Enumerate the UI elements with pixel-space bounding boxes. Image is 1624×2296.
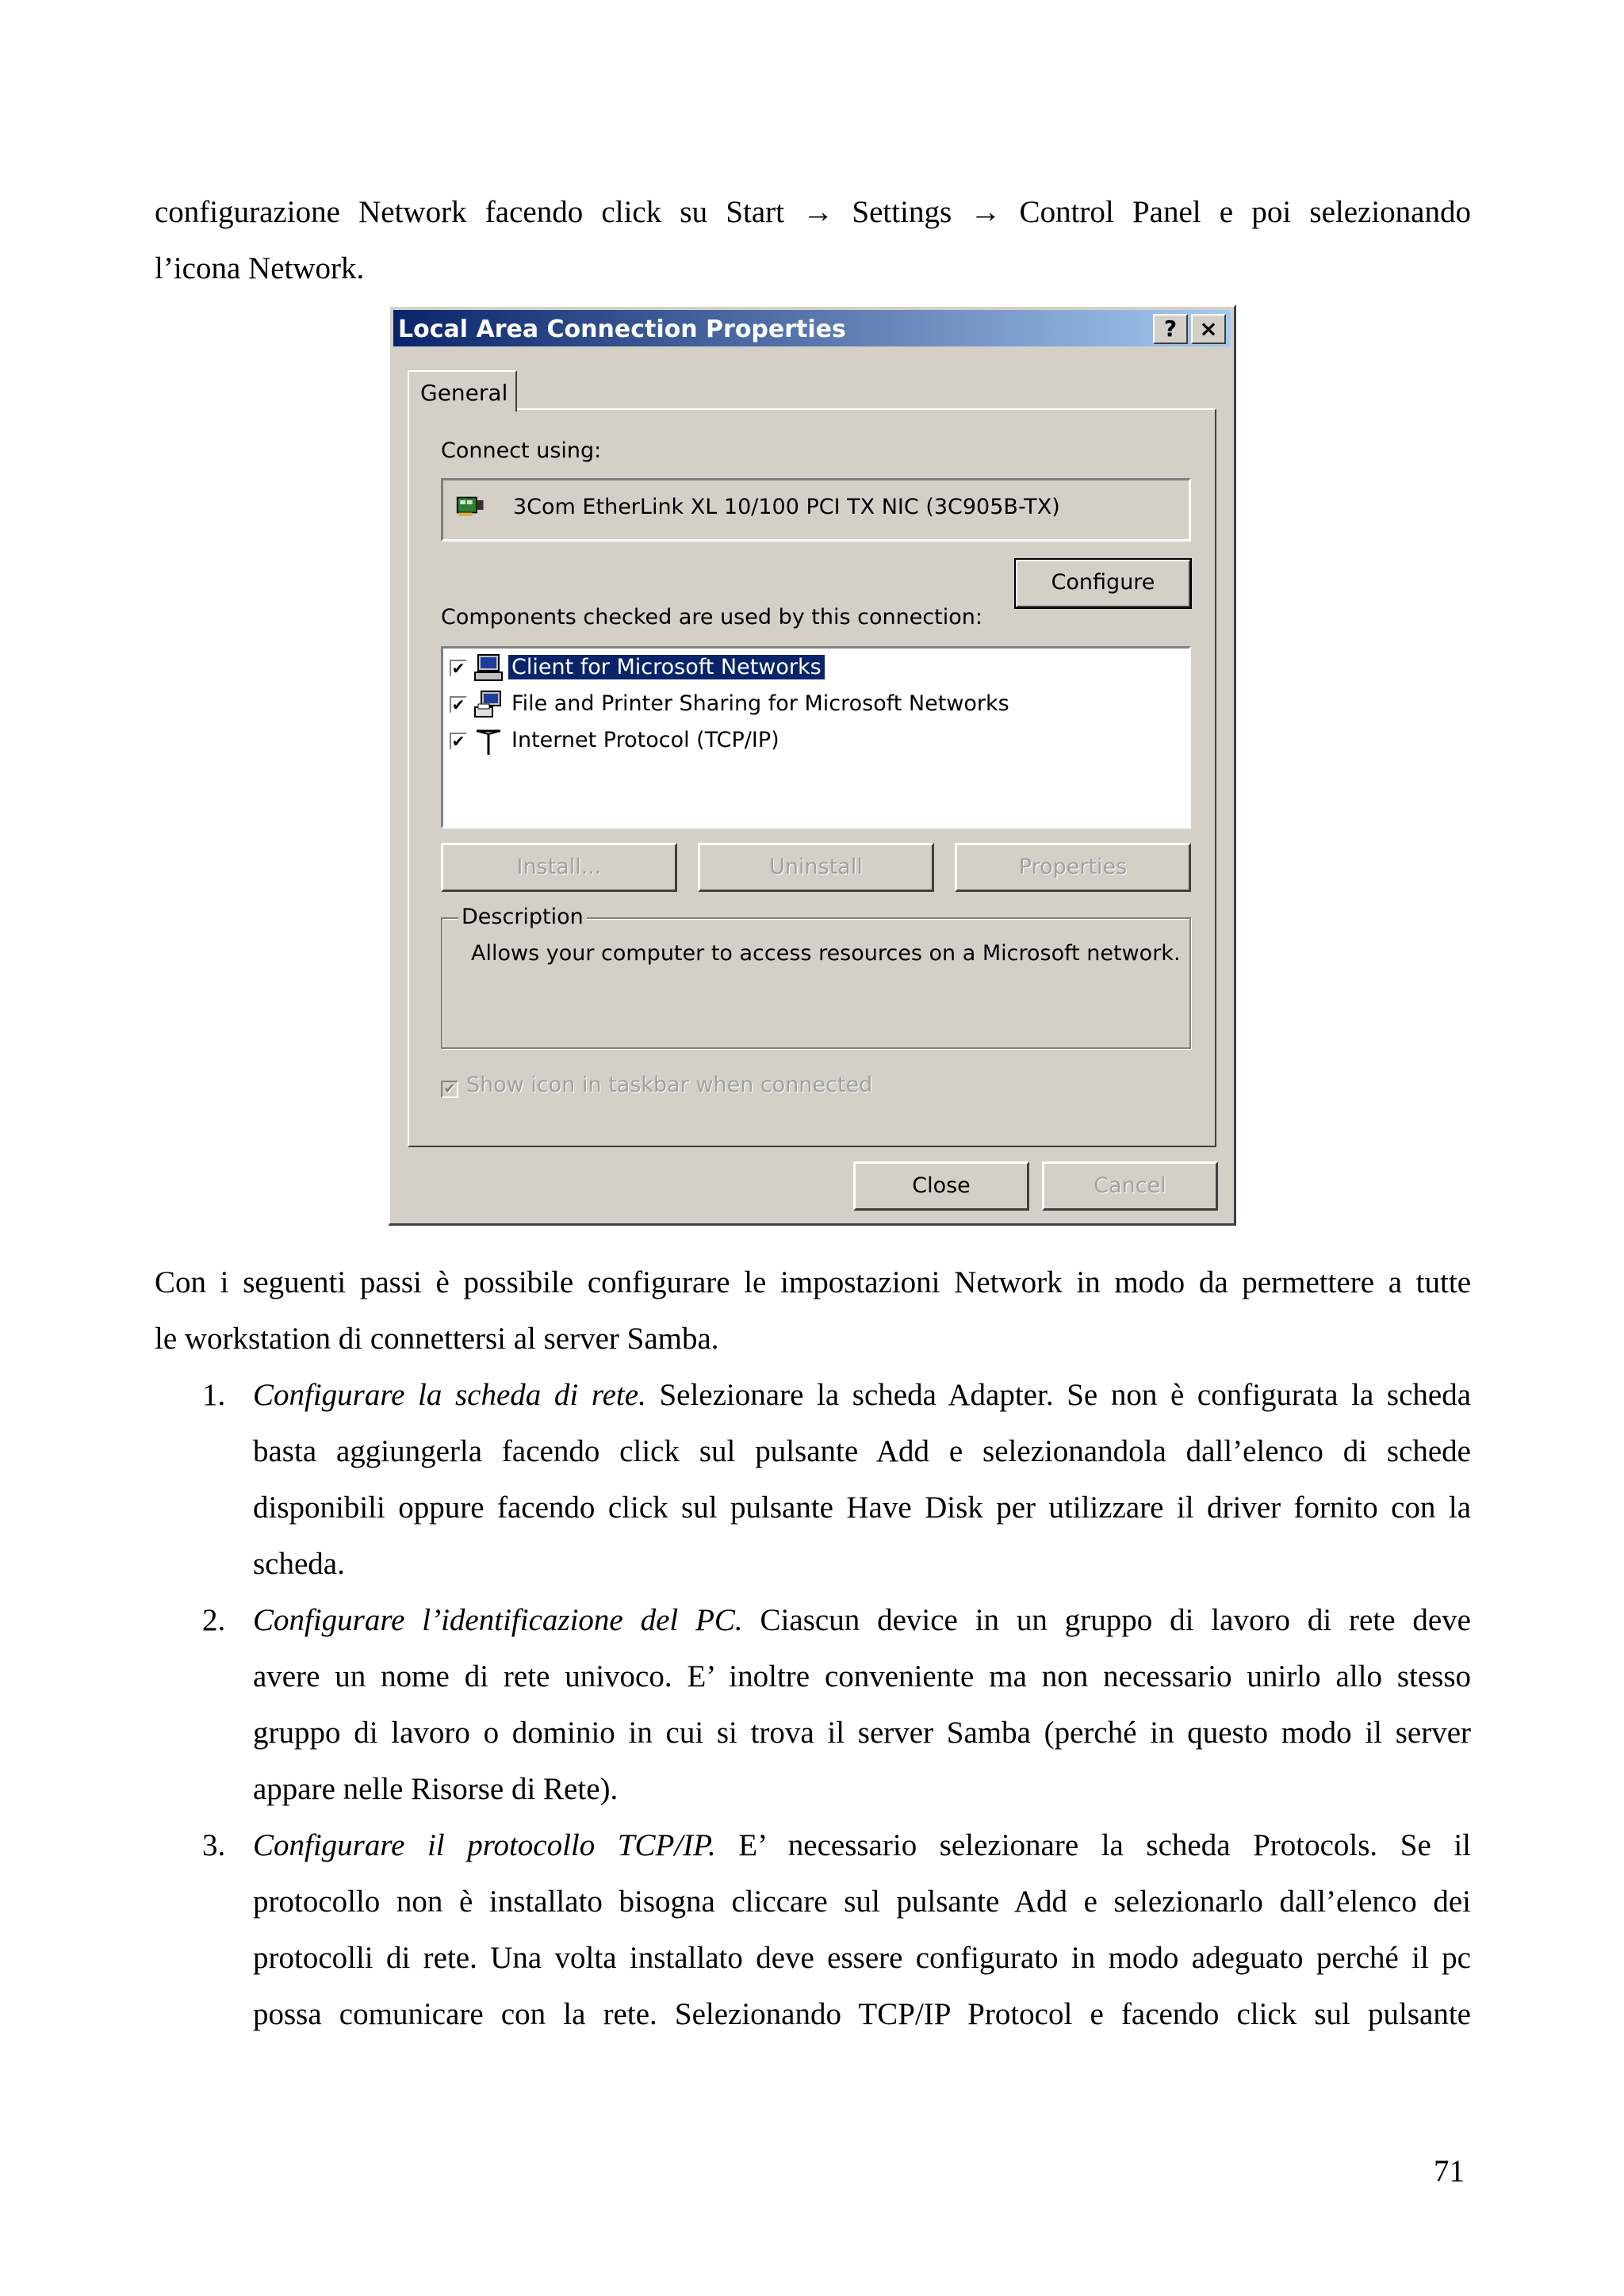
show-icon-checkbox[interactable] — [441, 1073, 872, 1098]
step-line — [253, 1817, 1471, 1873]
step-item — [155, 1367, 1471, 1592]
step-number: 1. — [202, 1378, 226, 1412]
step-line: gruppo di lavoro o dominio in cui si trova il server Samba (perché in questo modo il server — [253, 1716, 1471, 1750]
close-dialog-button[interactable] — [853, 1161, 1029, 1211]
description-text: Allows your computer to access resources on a Microsoft network. — [471, 941, 1181, 966]
component-checkbox[interactable]: ✔ — [450, 696, 467, 714]
configure-button-label: Configure — [1051, 570, 1155, 595]
component-label: Client for Microsoft Networks — [508, 655, 825, 679]
cancel-button[interactable] — [1042, 1161, 1218, 1211]
step-item — [155, 1817, 1471, 2042]
body-paragraph — [155, 1254, 1471, 1367]
step-title: Configurare il protocollo TCP/IP. — [253, 1828, 716, 1862]
close-dialog-button-label: Close — [912, 1173, 971, 1198]
protocol-icon — [473, 726, 504, 756]
components-list[interactable] — [441, 646, 1191, 828]
step-number: 3. — [202, 1828, 226, 1862]
step-line: protocollo non è installato bisogna cliccare sul pulsante Add e selezionarlo dall’elenco dei — [253, 1885, 1471, 1919]
step-text: Ciascun device in un gruppo di lavoro di rete deve — [742, 1603, 1471, 1637]
close-icon[interactable]: × — [1191, 314, 1226, 344]
intro-line-2: l’icona Network. — [155, 251, 365, 285]
install-button[interactable] — [441, 843, 677, 892]
step-line — [253, 1367, 1471, 1423]
step-item — [155, 1592, 1471, 1817]
step-line: appare nelle Risorse di Rete). — [253, 1772, 619, 1806]
components-label: Components checked are used by this connection: — [441, 605, 982, 629]
configure-button[interactable] — [1015, 559, 1191, 608]
step-line: protocolli di rete. Una volta installato deve essere configurato in modo adeguato perché il pc — [253, 1941, 1471, 1975]
steps-list — [155, 1367, 1471, 2042]
adapter-field — [441, 478, 1191, 541]
step-line: possa comunicare con la rete. Selezionando TCP/IP Protocol e facendo click sul pulsante — [253, 1997, 1471, 2031]
step-text: E’ necessario selezionare la scheda Protocols. Se il — [715, 1828, 1471, 1862]
step-line: disponibili oppure facendo click sul pulsante Have Disk per utilizzare il driver fornito con la — [253, 1490, 1471, 1525]
component-checkbox[interactable]: ✔ — [450, 660, 467, 677]
properties-button-label: Properties — [1018, 855, 1128, 879]
file-printer-sharing-icon — [473, 690, 504, 720]
step-title: Configurare la scheda di rete. — [253, 1378, 646, 1412]
help-button[interactable]: ? — [1153, 314, 1188, 344]
step-number: 2. — [202, 1603, 226, 1637]
general-tab-panel — [408, 408, 1216, 1147]
description-title: Description — [458, 905, 587, 929]
network-adapter-icon — [456, 490, 486, 520]
intro-paragraph — [155, 184, 1471, 297]
intro-line-1: configurazione Network facendo click su Start → Settings → Control Panel e poi selezionando — [155, 195, 1471, 229]
uninstall-button[interactable] — [698, 843, 934, 892]
local-area-connection-dialog — [388, 304, 1236, 1226]
component-label: File and Printer Sharing for Microsoft Networks — [511, 691, 1009, 716]
dialog-titlebar[interactable] — [393, 310, 1231, 346]
description-group — [441, 905, 1191, 1049]
component-label: Internet Protocol (TCP/IP) — [511, 728, 779, 752]
page-number: 71 — [1434, 2154, 1465, 2188]
uninstall-button-label: Uninstall — [769, 855, 863, 879]
step-line: scheda. — [253, 1547, 345, 1581]
properties-button[interactable] — [955, 843, 1191, 892]
step-title: Configurare l’identificazione del PC. — [253, 1603, 743, 1637]
show-icon-checkbox-box[interactable]: ✔ — [441, 1081, 458, 1098]
component-checkbox[interactable]: ✔ — [450, 733, 467, 750]
para2-line-2: le workstation di connettersi al server Samba. — [155, 1322, 719, 1356]
network-client-icon — [473, 653, 504, 683]
tab-general[interactable]: General — [408, 370, 517, 411]
install-button-label: Install... — [516, 855, 602, 879]
step-line: basta aggiungerla facendo click sul pulsante Add e selezionandola dall’elenco di schede — [253, 1434, 1471, 1468]
para2-line-1: Con i seguenti passi è possibile configurare le impostazioni Network in modo da permettere a tutte — [155, 1265, 1471, 1299]
connect-using-label: Connect using: — [441, 438, 602, 463]
adapter-name: 3Com EtherLink XL 10/100 PCI TX NIC (3C905B-TX) — [513, 495, 1060, 519]
step-line: avere un nome di rete univoco. E’ inoltre conveniente ma non necessario unirlo allo stesso — [253, 1659, 1471, 1693]
cancel-button-label: Cancel — [1094, 1173, 1166, 1198]
step-text: Selezionare la scheda Adapter. Se non è configurata la scheda — [645, 1378, 1472, 1412]
dialog-title: Local Area Connection Properties — [398, 316, 846, 343]
step-line — [253, 1592, 1471, 1648]
show-icon-checkbox-label: Show icon in taskbar when connected — [466, 1073, 873, 1097]
